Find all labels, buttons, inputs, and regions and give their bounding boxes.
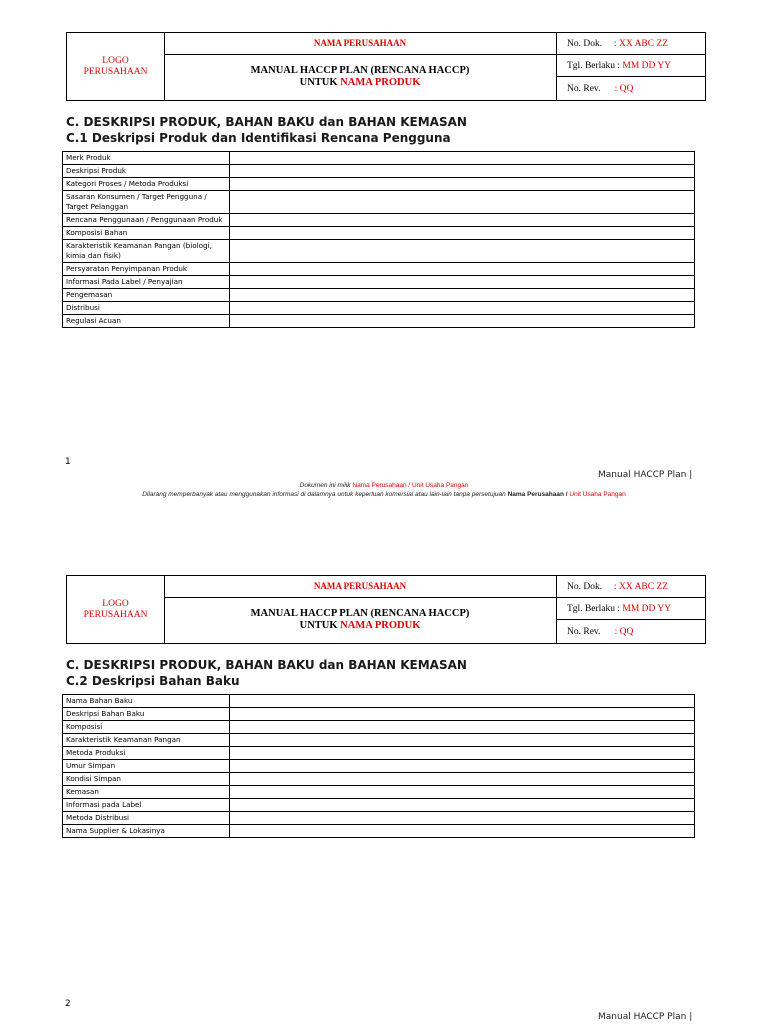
subsection-title: C.2 Deskripsi Bahan Baku xyxy=(66,674,240,688)
row-value-cell[interactable] xyxy=(230,721,695,734)
row-label: Informasi Pada Label / Penyajian xyxy=(63,276,230,289)
table-row xyxy=(63,165,695,178)
doc-number xyxy=(557,33,705,55)
row-value-cell[interactable] xyxy=(230,786,695,799)
title-prefix: UNTUK xyxy=(299,620,338,631)
row-label: Informasi pada Label xyxy=(63,799,230,812)
footer-owner: Nama Perusahaan / Unit Usaha Pangan xyxy=(352,482,469,489)
footer-line-1 xyxy=(0,481,768,490)
subsection-title: C.1 Deskripsi Produk dan Identifikasi Rencana Pengguna xyxy=(66,131,451,145)
row-value-cell[interactable] xyxy=(230,302,695,315)
section-title: C. DESKRIPSI PRODUK, BAHAN BAKU dan BAHAN KEMASAN xyxy=(66,658,467,672)
row-value-cell[interactable] xyxy=(230,695,695,708)
row-value-cell[interactable] xyxy=(230,289,695,302)
row-label: Rencana Penggunaan / Penggunaan Produk xyxy=(63,214,230,227)
row-value-cell[interactable] xyxy=(230,825,695,838)
table-row xyxy=(63,734,695,747)
table-row xyxy=(63,191,695,214)
company-name: NAMA PERUSAHAAN xyxy=(164,33,557,55)
row-value-cell[interactable] xyxy=(230,773,695,786)
table-row xyxy=(63,289,695,302)
row-value-cell[interactable] xyxy=(230,263,695,276)
table-row xyxy=(63,773,695,786)
revision-label: No. Rev. xyxy=(567,627,601,637)
doc-number xyxy=(557,576,705,598)
raw-material-table xyxy=(62,694,695,838)
doc-number-label: No. Dok. xyxy=(567,582,603,592)
row-label: Komposisi xyxy=(63,721,230,734)
section-title: C. DESKRIPSI PRODUK, BAHAN BAKU dan BAHAN KEMASAN xyxy=(66,115,467,129)
table-row xyxy=(63,276,695,289)
row-label: Metoda Produksi xyxy=(63,747,230,760)
logo-line-1: LOGO xyxy=(102,55,129,66)
row-label: Karakteristik Keamanan Pangan (biologi, kimia dan fisik) xyxy=(63,240,230,263)
row-label: Umur Simpan xyxy=(63,760,230,773)
row-label: Deskripsi Bahan Baku xyxy=(63,708,230,721)
document-header xyxy=(66,575,706,644)
row-label: Nama Bahan Baku xyxy=(63,695,230,708)
table-row xyxy=(63,786,695,799)
title-prefix: UNTUK xyxy=(299,77,338,88)
revision-value: : QQ xyxy=(614,627,634,637)
row-value-cell[interactable] xyxy=(230,178,695,191)
product-description-table xyxy=(62,151,695,328)
row-value-cell[interactable] xyxy=(230,760,695,773)
table-row xyxy=(63,747,695,760)
row-value-cell[interactable] xyxy=(230,734,695,747)
footer-separator: / xyxy=(565,491,568,498)
logo-line-2: PERUSAHAAN xyxy=(83,609,148,620)
row-label: Karakteristik Keamanan Pangan xyxy=(63,734,230,747)
revision-label: No. Rev. xyxy=(567,84,601,94)
row-value-cell[interactable] xyxy=(230,227,695,240)
revision-number xyxy=(557,78,705,100)
row-label: Persyaratan Penyimpanan Produk xyxy=(63,263,230,276)
footer-line-2 xyxy=(0,490,768,499)
company-logo-placeholder xyxy=(67,576,165,643)
logo-line-2: PERUSAHAAN xyxy=(83,66,148,77)
row-label: Kondisi Simpan xyxy=(63,773,230,786)
table-row xyxy=(63,227,695,240)
product-name: NAMA PRODUK xyxy=(340,620,421,631)
row-value-cell[interactable] xyxy=(230,240,695,263)
table-row xyxy=(63,825,695,838)
revision-number xyxy=(557,621,705,643)
row-value-cell[interactable] xyxy=(230,276,695,289)
title-line-1: MANUAL HACCP PLAN (RENCANA HACCP) xyxy=(250,608,470,619)
product-name: NAMA PRODUK xyxy=(340,77,421,88)
row-value-cell[interactable] xyxy=(230,315,695,328)
row-label: Distribusi xyxy=(63,302,230,315)
effective-date-label: Tgl. Berlaku : xyxy=(567,61,621,71)
document-footer xyxy=(0,481,768,499)
document-title xyxy=(164,598,557,643)
doc-number-value: : XX ABC ZZ xyxy=(613,582,669,592)
table-row xyxy=(63,240,695,263)
row-label: Metoda Distribusi xyxy=(63,812,230,825)
effective-date-value: MM DD YY xyxy=(622,61,672,71)
effective-date xyxy=(557,598,705,620)
document-page-2 xyxy=(0,543,768,1024)
logo-line-1: LOGO xyxy=(102,598,129,609)
page-number: 1 xyxy=(65,457,71,467)
table-row xyxy=(63,263,695,276)
revision-value: : QQ xyxy=(614,84,634,94)
row-label: Merk Produk xyxy=(63,152,230,165)
row-label: Pengemasan xyxy=(63,289,230,302)
table-row xyxy=(63,152,695,165)
page-number: 2 xyxy=(65,999,71,1009)
company-logo-placeholder xyxy=(67,33,165,100)
table-row xyxy=(63,760,695,773)
document-header xyxy=(66,32,706,101)
doc-number-label: No. Dok. xyxy=(567,39,603,49)
row-label: Deskripsi Produk xyxy=(63,165,230,178)
title-line-2 xyxy=(164,77,556,89)
effective-date-label: Tgl. Berlaku : xyxy=(567,604,621,614)
title-line-2 xyxy=(164,620,556,632)
row-label: Sasaran Konsumen / Target Pengguna / Target Pelanggan xyxy=(63,191,230,214)
table-row xyxy=(63,214,695,227)
row-label: Kategori Proses / Metoda Produksi xyxy=(63,178,230,191)
row-label: Nama Supplier & Lokasinya xyxy=(63,825,230,838)
row-label: Komposisi Bahan xyxy=(63,227,230,240)
row-label: Kemasan xyxy=(63,786,230,799)
table-row xyxy=(63,721,695,734)
footer-unit: Unit Usaha Pangan xyxy=(569,491,626,498)
table-row xyxy=(63,695,695,708)
row-label: Regulasi Acuan xyxy=(63,315,230,328)
table-row xyxy=(63,708,695,721)
table-row xyxy=(63,178,695,191)
table-row xyxy=(63,799,695,812)
footer-company: Nama Perusahaan xyxy=(507,491,564,498)
company-name: NAMA PERUSAHAAN xyxy=(164,576,557,598)
table-row xyxy=(63,302,695,315)
effective-date xyxy=(557,55,705,77)
table-row xyxy=(63,315,695,328)
row-value-cell[interactable] xyxy=(230,152,695,165)
row-value-cell[interactable] xyxy=(230,165,695,178)
row-value-cell[interactable] xyxy=(230,214,695,227)
row-value-cell[interactable] xyxy=(230,708,695,721)
row-value-cell[interactable] xyxy=(230,799,695,812)
effective-date-value: MM DD YY xyxy=(622,604,672,614)
running-header: Manual HACCP Plan | xyxy=(598,1012,693,1022)
title-line-1: MANUAL HACCP PLAN (RENCANA HACCP) xyxy=(250,65,470,76)
document-title xyxy=(164,55,557,100)
footer-ownership-text: Dokumen ini milik xyxy=(299,482,351,489)
footer-restriction-text: Dilarang memperbanyak atau menggunakan informasi di dalamnya untuk keperluan komersial atau lain-lain tanpa persetujuan xyxy=(142,491,506,498)
table-row xyxy=(63,812,695,825)
row-value-cell[interactable] xyxy=(230,191,695,214)
row-value-cell[interactable] xyxy=(230,747,695,760)
doc-number-value: : XX ABC ZZ xyxy=(613,39,669,49)
running-header: Manual HACCP Plan | xyxy=(598,470,693,480)
row-value-cell[interactable] xyxy=(230,812,695,825)
